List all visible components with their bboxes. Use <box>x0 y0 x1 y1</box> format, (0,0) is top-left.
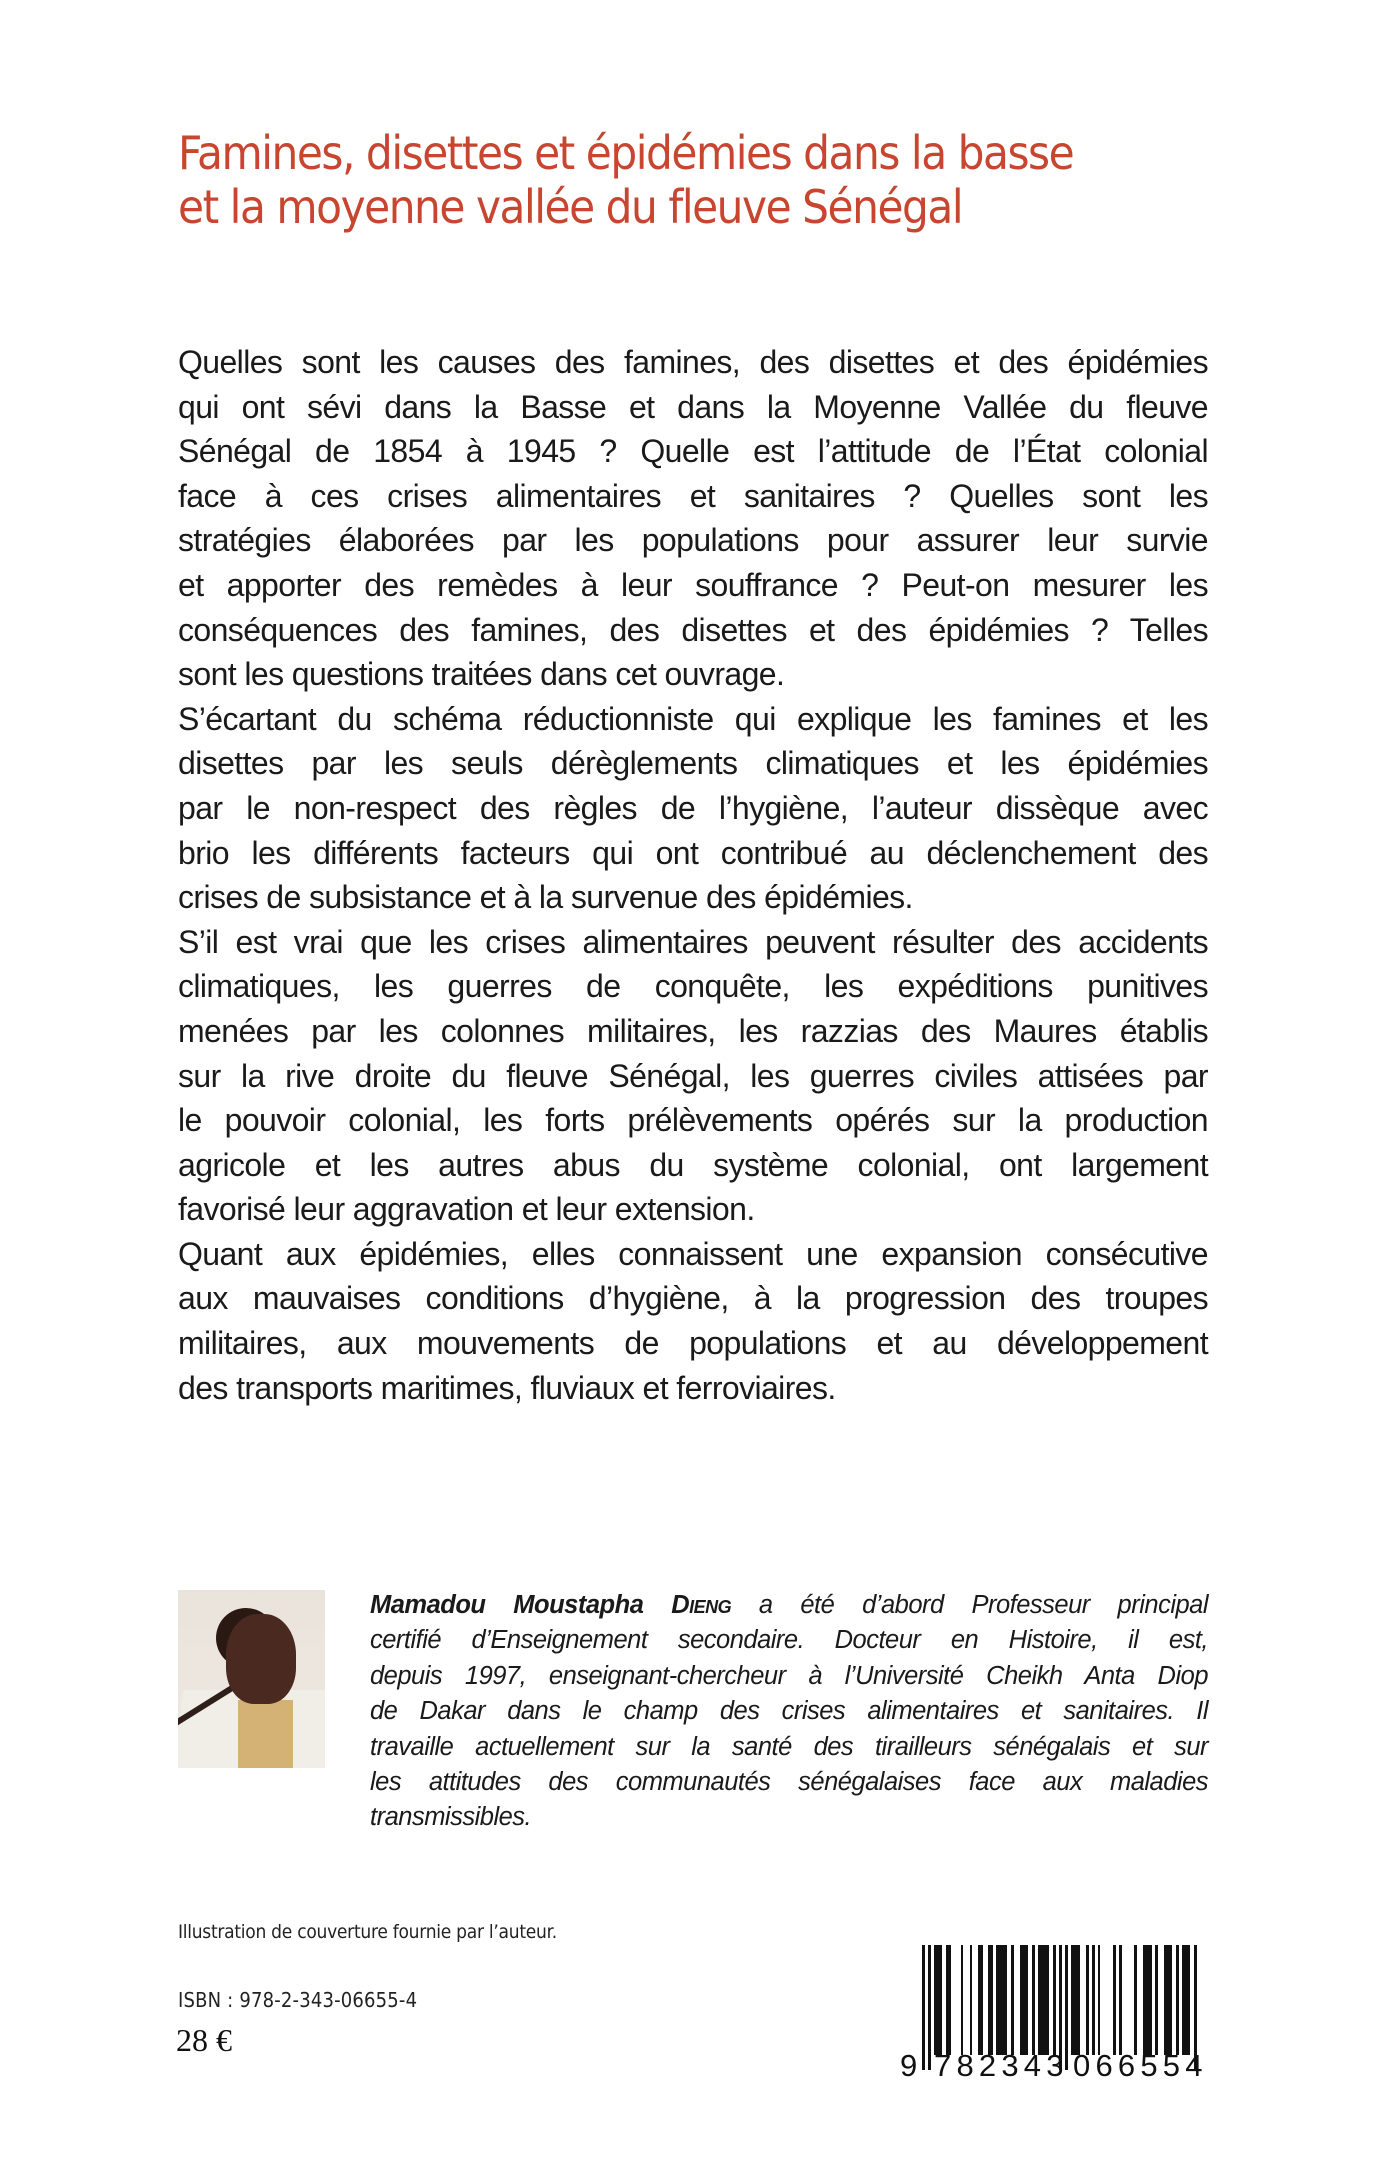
author-bio <box>370 1588 1208 1836</box>
isbn-barcode <box>900 1930 1208 2090</box>
photo-head <box>226 1614 296 1704</box>
book-summary <box>178 340 1208 1410</box>
summary-line: disettes par les seuls dérèglements climatiques et les épidémies <box>178 745 1208 782</box>
author-surname: Dieng <box>671 1591 732 1619</box>
author-first-names: Mamadou Moustapha <box>370 1591 644 1619</box>
summary-line: des transports maritimes, fluviaux et ferroviaires. <box>178 1369 836 1406</box>
summary-line: sur la rive droite du fleuve Sénégal, les guerres civiles attisées par <box>178 1057 1208 1094</box>
book-title <box>178 126 1153 234</box>
summary-line: militaires, aux mouvements de populations et au développement <box>178 1325 1208 1362</box>
bio-line: de Dakar dans le champ des crises alimentaires et sanitaires. Il <box>370 1697 1208 1726</box>
bio-line: transmissibles. <box>370 1803 532 1832</box>
barcode-digits <box>900 2048 1208 2088</box>
bio-line: les attitudes des communautés sénégalaises face aux maladies <box>370 1767 1208 1796</box>
summary-line: et apporter des remèdes à leur souffrance ? Peut-on mesurer les <box>178 566 1208 603</box>
barcode-digits-left: 782343 <box>934 2048 1069 2083</box>
barcode-digits-right: 066554 <box>1073 2048 1208 2083</box>
summary-line: menées par les colonnes militaires, les razzias des Maures établis <box>178 1012 1208 1049</box>
summary-line: le pouvoir colonial, les forts prélèvements opérés sur la production <box>178 1102 1208 1139</box>
summary-line: climatiques, les guerres de conquête, les expéditions punitives <box>178 968 1208 1005</box>
summary-line: agricole et les autres abus du système colonial, ont largement <box>178 1146 1208 1183</box>
bio-line: travaille actuellement sur la santé des tirailleurs sénégalais et sur <box>370 1732 1208 1761</box>
summary-line: crises de subsistance et à la survenue des épidémies. <box>178 879 913 916</box>
bio-line-1-text: a été d’abord Professeur principal <box>731 1591 1209 1619</box>
barcode-digit-first: 9 <box>900 2048 918 2083</box>
summary-line: brio les différents facteurs qui ont contribué au déclenchement des <box>178 834 1208 871</box>
isbn: ISBN : 978-2-343-06655-4 <box>178 1988 418 2012</box>
bio-line: depuis 1997, enseignant-chercheur à l’Université Cheikh Anta Diop <box>370 1661 1208 1690</box>
summary-line: face à ces crises alimentaires et sanitaires ? Quelles sont les <box>178 477 1208 514</box>
summary-line: stratégies élaborées par les populations pour assurer leur survie <box>178 522 1208 559</box>
summary-line: Quant aux épidémies, elles connaissent une expansion consécutive <box>178 1235 1208 1272</box>
title-line-1: Famines, disettes et épidémies dans la basse <box>178 126 1074 180</box>
summary-line: S’il est vrai que les crises alimentaires peuvent résulter des accidents <box>178 923 1208 960</box>
bio-line <box>370 1588 1208 1623</box>
summary-line: S’écartant du schéma réductionniste qui explique les famines et les <box>178 700 1208 737</box>
summary-line: Sénégal de 1854 à 1945 ? Quelle est l’attitude de l’État colonial <box>178 433 1208 470</box>
photo-shirt <box>238 1700 293 1768</box>
author-photo <box>178 1590 325 1768</box>
summary-line: favorisé leur aggravation et leur extension. <box>178 1191 755 1228</box>
summary-line: conséquences des famines, des disettes et des épidémies ? Telles <box>178 611 1208 648</box>
cover-illustration-credit: Illustration de couverture fournie par l’auteur. <box>178 1921 557 1943</box>
bio-line: certifié d’Enseignement secondaire. Docteur en Histoire, il est, <box>370 1626 1208 1655</box>
summary-line: Quelles sont les causes des famines, des disettes et des épidémies <box>178 344 1208 380</box>
summary-line: sont les questions traitées dans cet ouvrage. <box>178 656 785 693</box>
title-line-2: et la moyenne vallée du fleuve Sénégal <box>178 180 963 234</box>
summary-line: par le non-respect des règles de l’hygiène, l’auteur dissèque avec <box>178 789 1208 826</box>
price: 28 € <box>176 2022 232 2058</box>
summary-line: qui ont sévi dans la Basse et dans la Moyenne Vallée du fleuve <box>178 388 1208 425</box>
summary-line: aux mauvaises conditions d’hygiène, à la progression des troupes <box>178 1280 1208 1317</box>
